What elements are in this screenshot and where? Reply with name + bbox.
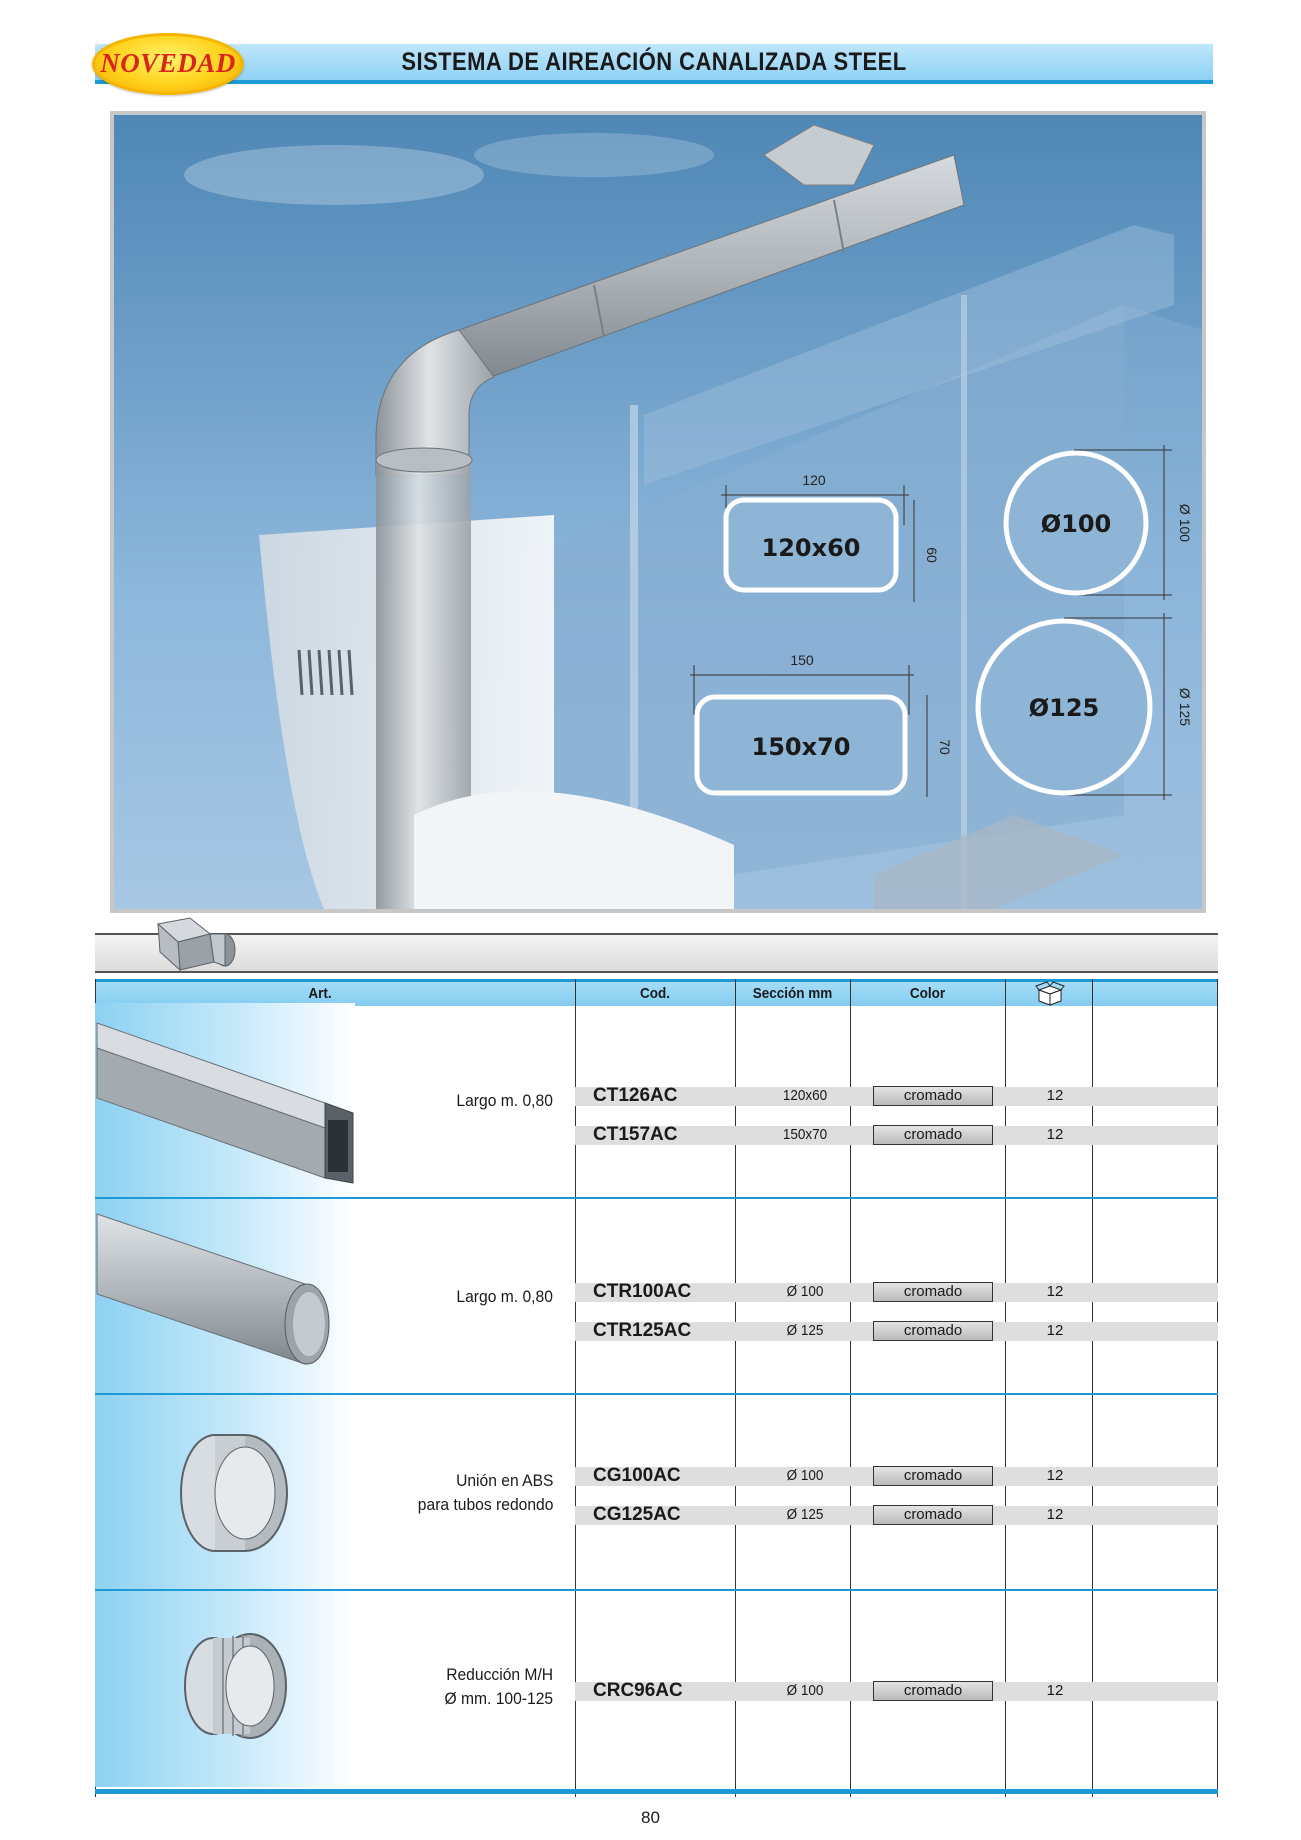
section-strip (95, 933, 1218, 973)
novedad-badge (92, 33, 244, 95)
badge-text: NOVEDAD (100, 48, 236, 78)
table-header (95, 979, 1218, 1006)
color-value: cromado (873, 1125, 993, 1145)
round-pipe-image (95, 1199, 355, 1395)
header-color: Color (909, 985, 946, 1002)
qty-value: 12 (1046, 1087, 1064, 1104)
duct-adapter-icon (150, 912, 240, 982)
product-code: CG125AC (593, 1504, 681, 1525)
qty-value: 12 (1046, 1506, 1064, 1523)
rect-large-label: 150x70 (751, 733, 851, 761)
color-value: cromado (873, 1466, 993, 1486)
reducer-image (95, 1591, 355, 1787)
art-label: Reducción M/H Ø mm. 100-125 (444, 1665, 553, 1708)
section-value: Ø 100 (786, 1467, 824, 1484)
art-label: Unión en ABS para tubos redondo (417, 1471, 553, 1514)
section-value: Ø 125 (786, 1322, 824, 1339)
color-value: cromado (873, 1505, 993, 1525)
qty-value: 12 (1046, 1322, 1064, 1339)
page-title: SISTEMA DE AIREACIÓN CANALIZADA STEEL (401, 48, 907, 76)
header-seccion: Sección mm (752, 985, 833, 1002)
rect-small-height-dim: 60 (924, 547, 940, 563)
color-value: cromado (873, 1681, 993, 1701)
product-image (95, 1003, 355, 1199)
product-image (95, 1395, 355, 1591)
round-small-dim: Ø 100 (1177, 503, 1193, 543)
hero-illustration (110, 111, 1206, 913)
section-value: 120x60 (782, 1087, 828, 1104)
rect-small-width-dim: 120 (802, 472, 826, 488)
section-value: Ø 100 (786, 1283, 824, 1300)
table-row (95, 1003, 1218, 1199)
header-art: Art. (308, 985, 332, 1002)
table-row (95, 1395, 1218, 1591)
table-row (95, 1199, 1218, 1395)
color-value: cromado (873, 1282, 993, 1302)
bottom-rule (95, 1789, 1218, 1794)
product-table (95, 979, 1218, 1797)
product-code: CT126AC (593, 1085, 678, 1106)
rect-large-height-dim: 70 (937, 739, 953, 755)
round-large-label: Ø125 (1028, 694, 1100, 722)
page-number: 80 (641, 1808, 660, 1827)
rect-small-label: 120x60 (761, 534, 861, 562)
color-value: cromado (873, 1086, 993, 1106)
round-large-dim: Ø 125 (1177, 687, 1193, 727)
product-image (95, 1199, 355, 1395)
product-code: CRC96AC (593, 1680, 683, 1701)
section-value: Ø 100 (786, 1682, 824, 1699)
product-code: CTR100AC (593, 1281, 692, 1302)
qty-value: 12 (1046, 1467, 1064, 1484)
section-value: Ø 125 (786, 1506, 824, 1523)
product-image (95, 1591, 355, 1787)
art-label: Largo m. 0,80 (456, 1287, 553, 1306)
header-cod: Cod. (639, 985, 670, 1002)
section-value: 150x70 (782, 1126, 828, 1143)
duct-system-illustration (114, 115, 1202, 909)
rect-large-width-dim: 150 (790, 652, 814, 668)
qty-value: 12 (1046, 1682, 1064, 1699)
color-value: cromado (873, 1321, 993, 1341)
table-row (95, 1591, 1218, 1787)
rectangular-duct-image (95, 1003, 355, 1199)
art-label: Largo m. 0,80 (456, 1091, 553, 1110)
qty-value: 12 (1046, 1126, 1064, 1143)
qty-value: 12 (1046, 1283, 1064, 1300)
header-bar (95, 44, 1213, 84)
product-code: CG100AC (593, 1465, 681, 1486)
product-code: CT157AC (593, 1124, 678, 1145)
union-connector-image (95, 1395, 355, 1591)
round-small-label: Ø100 (1040, 510, 1112, 538)
product-code: CTR125AC (593, 1320, 692, 1341)
